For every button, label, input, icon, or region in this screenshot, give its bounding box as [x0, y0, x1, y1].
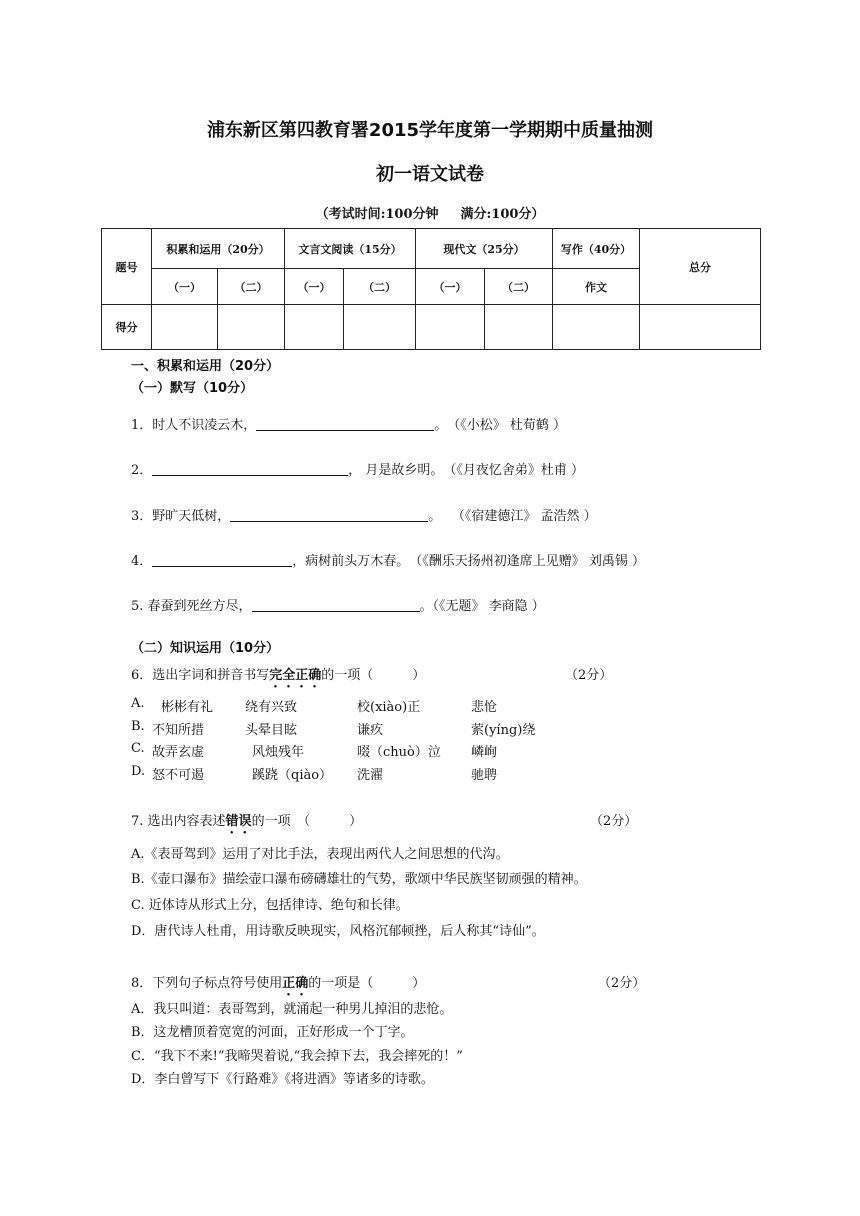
group-classical-reading: 文言文阅读（15分） [285, 229, 416, 269]
total-label: 总分 [640, 229, 761, 305]
option-item: 头晕目眩 [245, 723, 298, 738]
option-item: 彬彬有礼 [161, 700, 214, 715]
option: B．这龙槽顶着宽宽的河面，正好形成一个丁字。 [131, 1025, 414, 1040]
answer-blank[interactable] [152, 553, 292, 567]
option-item: 蹊跷（qiào） [252, 768, 333, 783]
score-cell[interactable] [553, 305, 640, 350]
sub-header: （二） [485, 269, 553, 305]
answer-blank[interactable] [230, 508, 428, 522]
score-cell[interactable] [344, 305, 416, 350]
sub-header: （一） [416, 269, 485, 305]
option-item: 萦(yíng)绕 [471, 723, 536, 738]
part-heading: （二）知识运用（10分） [131, 641, 280, 656]
option: D．唐代诗人杜甫，用诗歌反映现实，风格沉郁顿挫，后人称其“诗仙”。 [131, 924, 545, 939]
answer-blank[interactable] [252, 598, 420, 612]
answer-blank[interactable] [152, 462, 348, 476]
question-2: 2． ， 月是故乡明。 （《月夜忆舍弟》杜甫 ） [131, 463, 585, 478]
exam-subtitle: 初一语文试卷 [376, 164, 484, 185]
group-writing: 写作（40分） [553, 229, 640, 269]
option-item: 怒不可遏 [152, 768, 205, 783]
points: （2分） [565, 668, 613, 683]
option-label: C. [131, 741, 145, 756]
part-heading: （一）默写（10分） [131, 381, 254, 396]
sub-header: 作文 [553, 269, 640, 305]
points: （2分） [598, 976, 646, 991]
option-label: D. [131, 764, 146, 779]
score-cell[interactable] [152, 305, 218, 350]
option: B.《壶口瀑布》描绘壶口瀑布磅礴雄壮的气势，歌颂中华民族坚韧顽强的精神。 [131, 872, 587, 887]
option: C．“我下不来!”我啼哭着说,“我会掉下去，我会摔死的！” [131, 1049, 463, 1064]
question-6-stem: 6．选出字词和拼音书写完全正确的一项（ ） [131, 668, 426, 683]
score-cell[interactable] [640, 305, 761, 350]
question-4: 4． ，病树前头万木春。 （《酬乐天扬州初逢席上见赠》 刘禹锡 ） [131, 554, 646, 569]
option-item: 驰聘 [471, 768, 498, 783]
option-label: B. [131, 719, 145, 734]
score-cell[interactable] [416, 305, 485, 350]
option: C. 近体诗从形式上分，包括律诗、绝句和长律。 [131, 898, 409, 913]
option-item: 校(xiào)正 [357, 700, 421, 715]
option-item: 嶙峋 [471, 745, 498, 760]
sub-header: （二） [344, 269, 416, 305]
score-cell[interactable] [485, 305, 553, 350]
sub-header: （一） [152, 269, 218, 305]
question-7-stem: 7. 选出内容表述错误的一项 （ ） [131, 814, 363, 829]
sub-header: （二） [218, 269, 285, 305]
option-item: 不知所措 [152, 723, 205, 738]
option-item: 悲怆 [471, 700, 498, 715]
question-1: 1．时人不识凌云木， 。 （《小松》 杜荀鹤 ） [131, 418, 567, 433]
option-item: 风烛残年 [252, 745, 305, 760]
option: D．李白曾写下《行路难》《将进酒》等诸多的诗歌。 [131, 1072, 434, 1087]
exam-info [0, 203, 860, 222]
option-item: 故弄玄虚 [152, 745, 205, 760]
answer-blank[interactable] [256, 417, 434, 431]
option-item: 谦疚 [357, 723, 384, 738]
question-8-stem: 8．下列句子标点符号使用正确的一项是（ ） [131, 976, 426, 991]
score-cell[interactable] [285, 305, 344, 350]
full-score: 满分:100分） [460, 207, 545, 222]
score-cell[interactable] [218, 305, 285, 350]
exam-time: （考试时间:100分钟 [315, 207, 439, 222]
option-item: 洗濯 [357, 768, 384, 783]
sub-header: （一） [285, 269, 344, 305]
exam-title: 浦东新区第四教育署2015学年度第一学期期中质量抽测 [206, 120, 654, 141]
option-item: 啜（chuò）泣 [357, 745, 441, 760]
question-5: 5. 春蚕到死丝方尽， 。（《无题》 李商隐 ） [131, 599, 545, 614]
points: （2分） [590, 814, 638, 829]
option-label: A. [131, 696, 145, 711]
option: A．我只叫道：表哥驾到，就涌起一种男儿掉泪的悲怆。 [131, 1002, 453, 1017]
row-label-defen: 得分 [102, 305, 152, 350]
group-modern-reading: 现代文（25分） [416, 229, 553, 269]
option-item: 绕有兴致 [245, 700, 298, 715]
section-heading: 一、积累和运用（20分） [131, 359, 280, 374]
question-3: 3．野旷天低树， 。 （《宿建德江》 孟浩然 ） [131, 509, 597, 524]
option: A.《表哥驾到》运用了对比手法，表现出两代人之间思想的代沟。 [131, 847, 509, 862]
row-label-tihao: 题号 [102, 229, 152, 305]
score-table [101, 228, 761, 350]
group-accumulation: 积累和运用（20分） [152, 229, 285, 269]
